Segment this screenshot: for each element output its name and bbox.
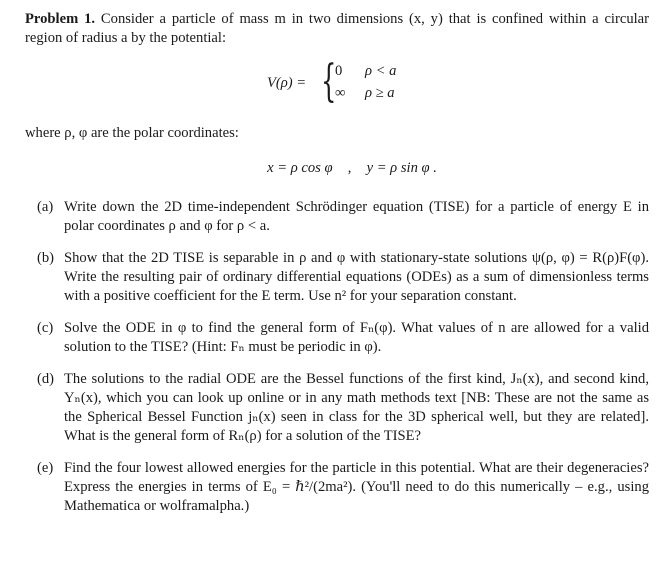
part-b	[37, 249, 649, 306]
part-b-label: (b)	[37, 250, 55, 266]
problem-parts	[25, 198, 649, 516]
where-text: where ρ, φ are the polar coordinates:	[25, 125, 239, 141]
case-inside-value: 0	[335, 63, 343, 79]
x-equation: x = ρ cos φ	[267, 160, 333, 176]
y-equation: y = ρ sin φ .	[366, 160, 437, 176]
problem-intro	[25, 10, 649, 48]
part-d-label: (d)	[37, 371, 55, 387]
coords-separator: ,	[347, 160, 352, 176]
equation-case-outside	[335, 84, 395, 103]
polar-coordinate-equations	[25, 159, 649, 178]
part-e-text: Find the four lowest allowed energies for the particle in this potential. What are their degeneracies? Express the energies in terms of E₀ = ℏ²/(2ma²). (You'll need to do this numerically – e.g., using Mathematica or wolframalpha.)	[64, 460, 649, 514]
part-c-text: Solve the ODE in φ to find the general form of Fₙ(φ). What values of n are allowed for a valid solution to the TISE? (Hint: Fₙ must be periodic in φ).	[64, 320, 649, 355]
case-outside-value: ∞	[335, 85, 346, 101]
equation-case-inside	[335, 62, 396, 81]
part-c	[37, 319, 649, 357]
left-brace: {	[321, 56, 337, 107]
case-inside-condition: ρ < a	[365, 63, 397, 79]
part-e-label: (e)	[37, 460, 54, 476]
equation-lhs: V(ρ) =	[267, 75, 307, 91]
problem-intro-text: Consider a particle of mass m in two dimensions (x, y) that is confined within a circular region of radius a by the potential:	[25, 11, 650, 46]
part-b-text: Show that the 2D TISE is separable in ρ and φ with stationary-state solutions ψ(ρ, φ) = R(ρ)F(φ). Write the resulting pair of ordinary differential equations (ODEs) as a sum of dimensionless terms with a positive coefficient for the E term. Use n² for your separation constant.	[64, 250, 649, 304]
part-d	[37, 370, 649, 446]
part-a-label: (a)	[37, 199, 54, 215]
potential-equation	[25, 58, 649, 112]
case-outside-condition: ρ ≥ a	[365, 85, 395, 101]
problem-label: Problem 1.	[25, 11, 96, 27]
part-c-label: (c)	[37, 320, 54, 336]
part-d-text: The solutions to the radial ODE are the Bessel functions of the first kind, Jₙ(x), and second kind, Yₙ(x), which you can look up online or in any math methods text [NB: These are not the same as the Spherical Bessel Function jₙ(x) seen in class for the 3D spherical well, but they are related]. What is the general form of Rₙ(ρ) for a solution of the TISE?	[64, 371, 649, 444]
problem-document	[25, 10, 649, 529]
part-a	[37, 198, 649, 236]
part-e	[37, 459, 649, 516]
part-a-text: Write down the 2D time-independent Schrödinger equation (TISE) for a particle of energy E in polar coordinates ρ and φ for ρ < a.	[64, 199, 649, 234]
